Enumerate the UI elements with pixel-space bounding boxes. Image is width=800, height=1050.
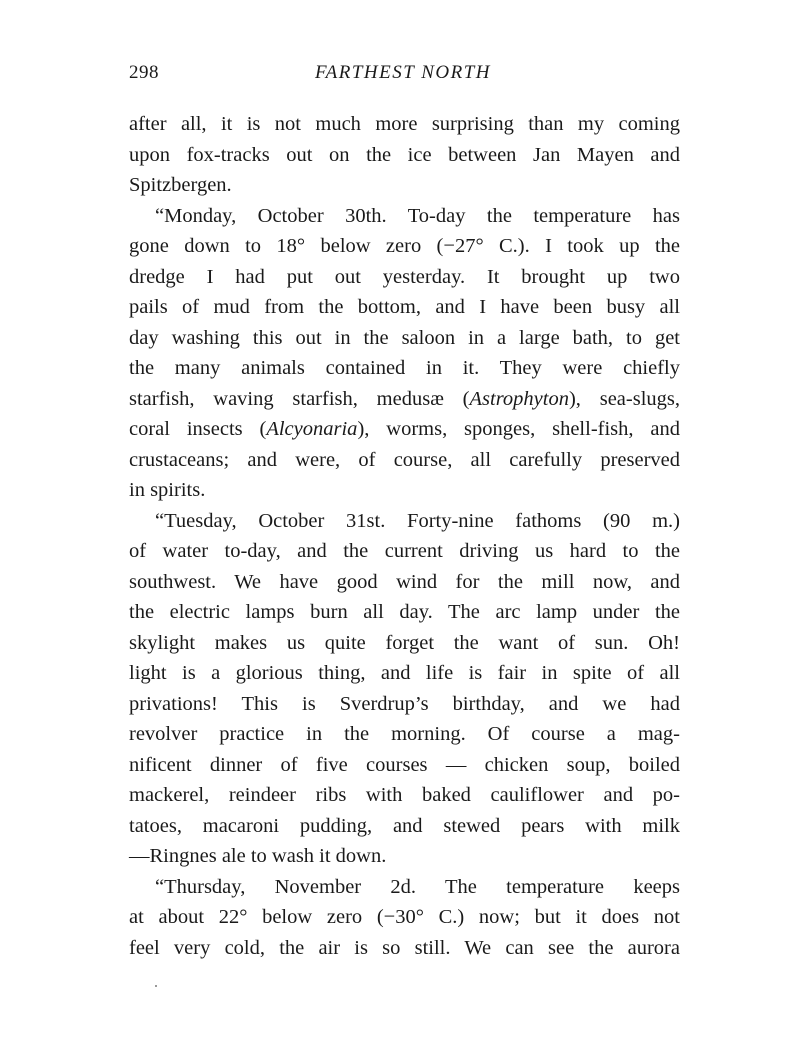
text-line: of water to-day, and the current driving us hard to the bbox=[129, 540, 680, 562]
running-title: FARTHEST NORTH bbox=[314, 62, 492, 83]
text-line: pails of mud from the bottom, and I have been busy all bbox=[129, 296, 680, 318]
text-line: day washing this out in the saloon in a large bath, to get bbox=[129, 326, 680, 349]
text-line: southwest. We have good wind for the mill now, and bbox=[129, 570, 680, 593]
text-line: Spitzbergen. bbox=[129, 174, 232, 196]
text-line: light is a glorious thing, and life is fair in spite of all bbox=[129, 662, 680, 684]
text-line: “Thursday, November 2d. The temperature keeps bbox=[155, 875, 680, 898]
text-line: gone down to 18° below zero (−27° C.). I took up the bbox=[129, 235, 680, 257]
text-line: “Monday, October 30th. To-day the temperature has bbox=[155, 204, 680, 227]
text-line: the electric lamps burn all day. The arc lamp under the bbox=[129, 601, 680, 623]
text-line: dredge I had put out yesterday. It brought up two bbox=[129, 265, 680, 288]
text-line: coral insects (Alcyonaria), worms, sponges, shell-fish, and bbox=[129, 418, 680, 440]
running-head bbox=[129, 62, 677, 88]
body-text bbox=[129, 109, 680, 963]
text-line: after all, it is not much more surprising than my coming bbox=[129, 113, 680, 135]
text-line: —Ringnes ale to wash it down. bbox=[129, 845, 387, 867]
print-speck bbox=[155, 985, 157, 987]
text-line: revolver practice in the morning. Of course a mag- bbox=[129, 723, 680, 745]
page-number: 298 bbox=[129, 62, 159, 83]
scientific-name: Astrophyton bbox=[469, 387, 569, 410]
text-line: starfish, waving starfish, medusæ (Astrophyton), sea-slugs, bbox=[129, 387, 680, 410]
text-line: tatoes, macaroni pudding, and stewed pears with milk bbox=[129, 814, 680, 837]
text-line: privations! This is Sverdrup’s birthday, and we had bbox=[129, 692, 680, 715]
text-line: upon fox-tracks out on the ice between Jan Mayen and bbox=[129, 143, 680, 166]
text-line: in spirits. bbox=[129, 479, 206, 501]
text-line: skylight makes us quite forget the want of sun. Oh! bbox=[129, 631, 680, 654]
text-line: feel very cold, the air is so still. We can see the aurora bbox=[129, 936, 680, 959]
text-line: the many animals contained in it. They were chiefly bbox=[129, 357, 680, 379]
text-line: at about 22° below zero (−30° C.) now; but it does not bbox=[129, 906, 680, 928]
text-line: nificent dinner of five courses — chicken soup, boiled bbox=[129, 753, 680, 776]
text-line: “Tuesday, October 31st. Forty-nine fathoms (90 m.) bbox=[155, 509, 680, 532]
text-line: mackerel, reindeer ribs with baked cauliflower and po- bbox=[129, 784, 680, 806]
text-line: crustaceans; and were, of course, all carefully preserved bbox=[129, 448, 680, 471]
scientific-name: Alcyonaria bbox=[266, 418, 358, 440]
